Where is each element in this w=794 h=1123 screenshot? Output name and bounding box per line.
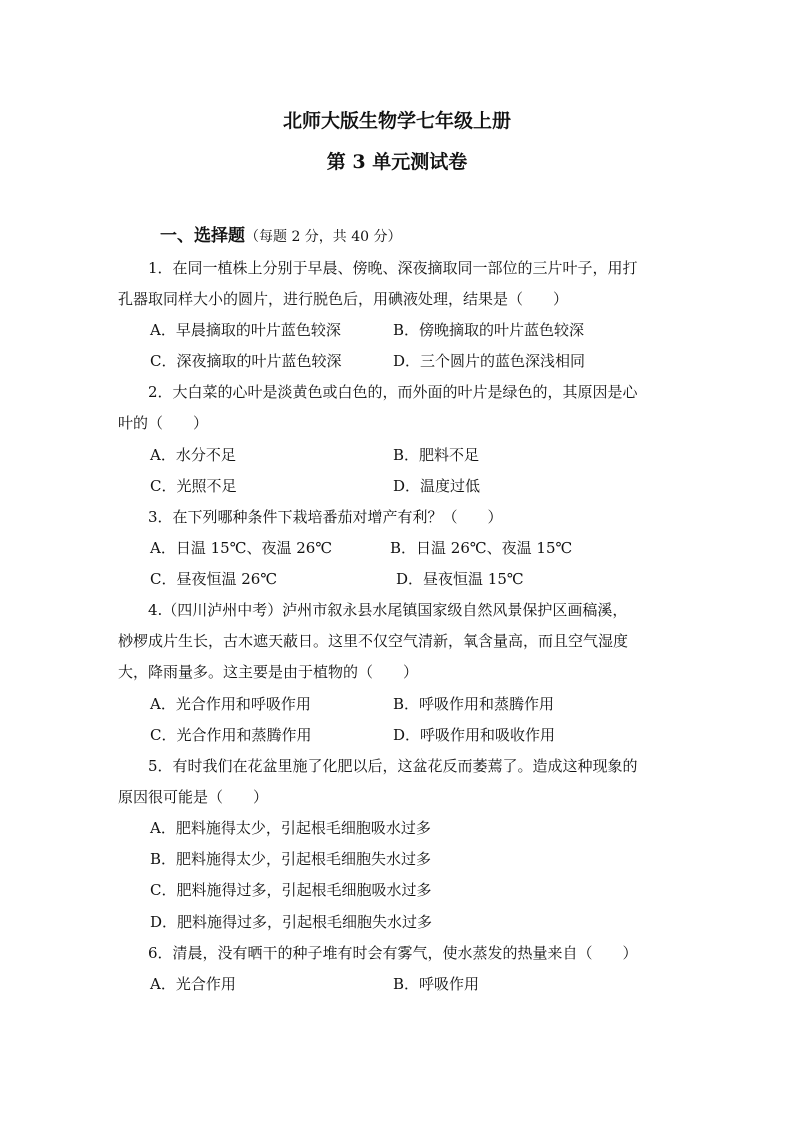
question-5-option-b: B．肥料施得太少，引起根毛细胞失水过多 — [150, 850, 432, 868]
question-5-option-d: D．肥料施得过多，引起根毛细胞失水过多 — [150, 913, 433, 931]
section-heading — [160, 221, 402, 246]
section-note: （每题 2 分，共 40 分） — [245, 229, 402, 245]
question-1-option-a: A．早晨摘取的叶片蓝色较深 — [150, 321, 341, 339]
document-title: 北师大版生物学七年级上册 — [282, 110, 511, 132]
question-3-option-a: A．日温 15℃、夜温 26℃ — [150, 539, 333, 557]
question-5-option-c: C．肥料施得过多，引起根毛细胞吸水过多 — [150, 881, 432, 899]
question-4-line-3: 大，降雨量多。这主要是由于植物的（ ） — [118, 663, 419, 681]
question-1-option-c: C．深夜摘取的叶片蓝色较深 — [150, 352, 342, 370]
question-4-line-2: 桫椤成片生长，古木遮天蔽日。这里不仅空气清新，氧含量高，而且空气湿度 — [118, 632, 629, 650]
section-title: 一、选择题 — [160, 226, 245, 246]
question-5-line-1: 5．有时我们在花盆里施了化肥以后，这盆花反而萎蔫了。造成这种现象的 — [148, 757, 638, 775]
question-2-option-b: B．肥料不足 — [393, 446, 480, 464]
question-1-option-d: D．三个圆片的蓝色深浅相同 — [393, 352, 586, 370]
question-2-option-d: D．温度过低 — [393, 477, 481, 495]
question-4-option-b: B．呼吸作用和蒸腾作用 — [393, 695, 555, 713]
question-4-option-c: C．光合作用和蒸腾作用 — [150, 726, 312, 744]
question-2-line-1: 2．大白菜的心叶是淡黄色或白色的，而外面的叶片是绿色的，其原因是心 — [148, 383, 638, 401]
question-3-option-c: C．昼夜恒温 26℃ — [150, 570, 278, 588]
question-2-option-c: C．光照不足 — [150, 477, 237, 495]
question-5-option-a: A．肥料施得太少，引起根毛细胞吸水过多 — [150, 819, 431, 837]
question-3-option-d: D．昼夜恒温 15℃ — [396, 570, 524, 588]
question-3-line-1: 3．在下列哪种条件下栽培番茄对增产有利？（ ） — [148, 508, 503, 526]
question-1-line-2: 孔器取同样大小的圆片，进行脱色后，用碘液处理，结果是（ ） — [118, 290, 569, 308]
question-6-option-a: A．光合作用 — [150, 975, 236, 993]
question-6-option-b: B．呼吸作用 — [393, 975, 480, 993]
question-1-option-b: B．傍晚摘取的叶片蓝色较深 — [393, 321, 585, 339]
question-6-line-1: 6．清晨，没有晒干的种子堆有时会有雾气，使水蒸发的热量来自（ ） — [148, 944, 638, 962]
question-1-line-1: 1．在同一植株上分别于早晨、傍晚、深夜摘取同一部位的三片叶子，用打 — [148, 259, 638, 277]
question-2-option-a: A．水分不足 — [150, 446, 236, 464]
question-4-option-d: D．呼吸作用和吸收作用 — [393, 726, 556, 744]
document-subtitle: 第 3 单元测试卷 — [326, 151, 468, 173]
question-3-option-b: B．日温 26℃、夜温 15℃ — [390, 539, 573, 557]
question-4-option-a: A．光合作用和呼吸作用 — [150, 695, 311, 713]
question-2-line-2: 叶的（ ） — [118, 414, 209, 432]
question-4-line-1: 4.（四川泸州中考）泸州市叙永县水尾镇国家级自然风景保护区画稿溪， — [148, 601, 628, 619]
question-5-line-2: 原因很可能是（ ） — [118, 788, 269, 806]
